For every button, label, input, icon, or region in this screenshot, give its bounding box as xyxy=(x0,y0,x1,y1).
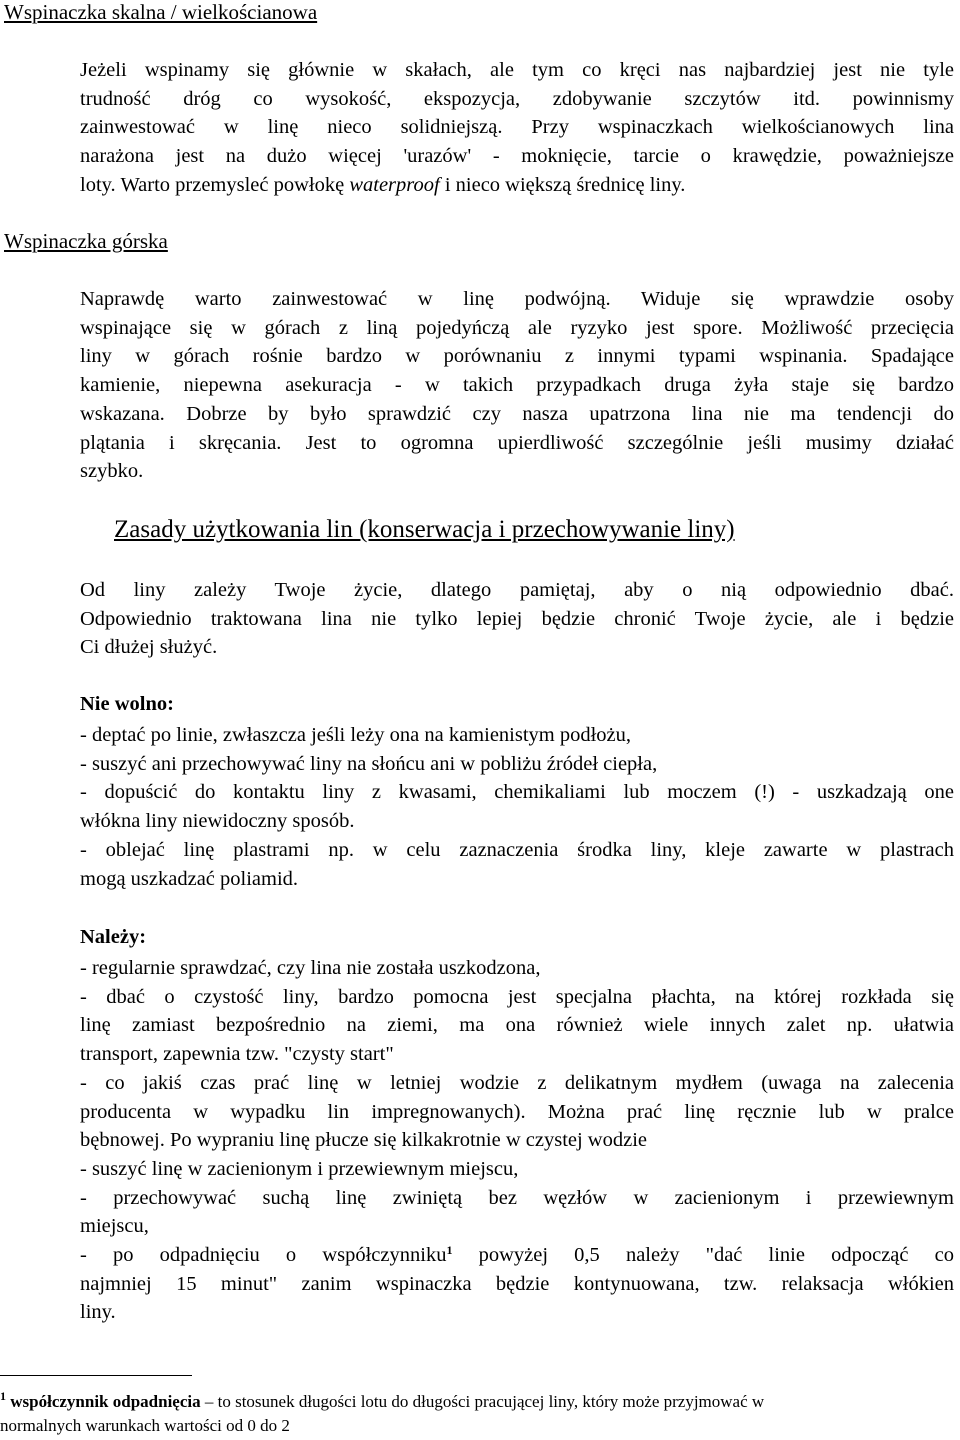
list-item: liny. xyxy=(80,1301,116,1324)
section-title-rope-usage: Zasady użytkowania lin (konserwacja i przechowywanie liny) xyxy=(114,516,735,543)
text-line: trudność dróg co wysokość, ekspozycja, zdobywanie szczytów itd. powinnismy xyxy=(80,87,954,110)
text-line: narażona jest na dużo więcej 'urazów' - moknięcie, tarcie o krawędzie, poważniejsze xyxy=(80,145,954,168)
list-item: miejscu, xyxy=(80,1215,149,1238)
list-item: włókna liny niewidoczny sposób. xyxy=(80,810,355,833)
text-line xyxy=(80,171,954,200)
list-item: najmniej 15 minut" zanim wspinaczka będzie kontynuowana, tzw. relaksacja włókien xyxy=(80,1272,954,1295)
paragraph-rock-climbing xyxy=(80,56,954,200)
footnote-marker[interactable]: 1 xyxy=(446,1243,453,1258)
heading-required: Należy: xyxy=(80,926,147,948)
list-item: - dbać o czystość liny, bardzo pomocna jest specjalna płachta, na której rozkłada się xyxy=(80,985,954,1008)
list-item: bębnowej. Po wypraniu linę płucze się kilkakrotnie w czystej wodzie xyxy=(80,1129,648,1152)
paragraph-intro xyxy=(80,576,954,662)
heading-rock-climbing[interactable]: Wspinaczka skalna / wielkościanowa xyxy=(4,0,318,24)
list-prohibited xyxy=(80,721,954,893)
text-line: liny w górach rośnie bardzo w porównaniu z innymi typami wspinania. Spadające xyxy=(80,345,954,368)
footnote-number: 1 xyxy=(0,1389,6,1403)
list-item: linę zamiast bezpośrednio na ziemi, ma ona również wiele innych zalet np. ułatwia xyxy=(80,1014,954,1037)
list-item: mogą uszkadzać poliamid. xyxy=(80,867,299,890)
text-run: powyżej 0,5 należy "dać linie odpocząć co xyxy=(452,1244,954,1267)
text-line: Od liny zależy Twoje życie, dlatego pamiętaj, aby o nią odpowiednio dbać. xyxy=(80,579,954,601)
text-line: szybko. xyxy=(80,460,144,483)
footnote-line: normalnych warunkach wartości od 0 do 2 xyxy=(0,1416,290,1435)
text-run: - po odpadnięciu o współczynniku xyxy=(80,1244,447,1267)
list-item: - dopuścić do kontaktu liny z kwasami, chemikaliami lub moczem (!) - uszkadzają one xyxy=(80,781,954,804)
text-run: – to stosunek długości lotu do długości pracującej liny, który może przyjmować w xyxy=(200,1392,765,1411)
list-item xyxy=(80,1241,954,1270)
list-item: - przechowywać suchą linę zwiniętą bez węzłów w zacienionym i przewiewnym xyxy=(80,1186,954,1209)
text-line: plątania i skręcania. Jest to ogromna upierdliwość szczególnie jeśli musimy działać xyxy=(80,431,954,454)
text-line: Odpowiednio traktowana lina nie tylko lepiej będzie chronić Twoje życie, ale i będzie xyxy=(80,607,954,630)
heading-mountain-climbing[interactable]: Wspinaczka górska xyxy=(4,229,168,253)
list-item: - regularnie sprawdzać, czy lina nie została uszkodzona, xyxy=(80,957,541,979)
paragraph-mountain-climbing xyxy=(80,285,954,486)
text-run: i nieco większą średnicę liny. xyxy=(439,173,686,196)
footnote-term: współczynnik odpadnięcia xyxy=(10,1392,201,1411)
footnote-line xyxy=(0,1390,960,1414)
list-required xyxy=(80,954,954,1327)
list-item: - deptać po linie, zwłaszcza jeśli leży ona na kamienistym podłożu, xyxy=(80,724,632,746)
heading-prohibited: Nie wolno: xyxy=(80,693,174,715)
list-item: - suszyć linę w zacienionym i przewiewnym miejscu, xyxy=(80,1157,519,1180)
list-item: transport, zapewnia tzw. "czysty start" xyxy=(80,1043,394,1066)
text-line: zainwestować w linę nieco solidniejszą. Przy wspinaczkach wielkościanowych lina xyxy=(80,116,954,139)
list-item: producenta w wypadku lin impregnowanych). Można prać linę ręcznie lub w pralce xyxy=(80,1100,954,1123)
list-item: - oblejać linę plastrami np. w celu zaznaczenia środka liny, kleje zawarte w plastrach xyxy=(80,838,954,861)
text-line: Jeżeli wspinamy się głównie w skałach, ale tym co kręci nas najbardziej jest nie tyle xyxy=(80,59,954,81)
text-line: Ci dłużej służyć. xyxy=(80,636,218,659)
text-line: kamienie, niepewna asekuracja - w takich przypadkach druga żyła staje się bardzo xyxy=(80,374,954,397)
text-run: loty. Warto przemysleć powłokę xyxy=(80,173,350,196)
footnote xyxy=(0,1390,960,1438)
text-line: wspinające się w górach z liną pojedyńczą ale ryzyko jest spore. Możliwość przecięcia xyxy=(80,316,954,339)
text-line: Naprawdę warto zainwestować w linę podwójną. Widuje się wprawdzie osoby xyxy=(80,288,954,310)
footnote-separator xyxy=(0,1375,192,1376)
text-line: wskazana. Dobrze by było sprawdzić czy nasza upatrzona lina nie ma tendencji do xyxy=(80,402,954,425)
list-item: - suszyć ani przechowywać liny na słońcu ani w pobliżu źródeł ciepła, xyxy=(80,752,658,775)
list-item: - co jakiś czas prać linę w letniej wodzie z delikatnym mydłem (uwaga na zalecenia xyxy=(80,1071,954,1094)
italic-term: waterproof xyxy=(349,173,440,196)
